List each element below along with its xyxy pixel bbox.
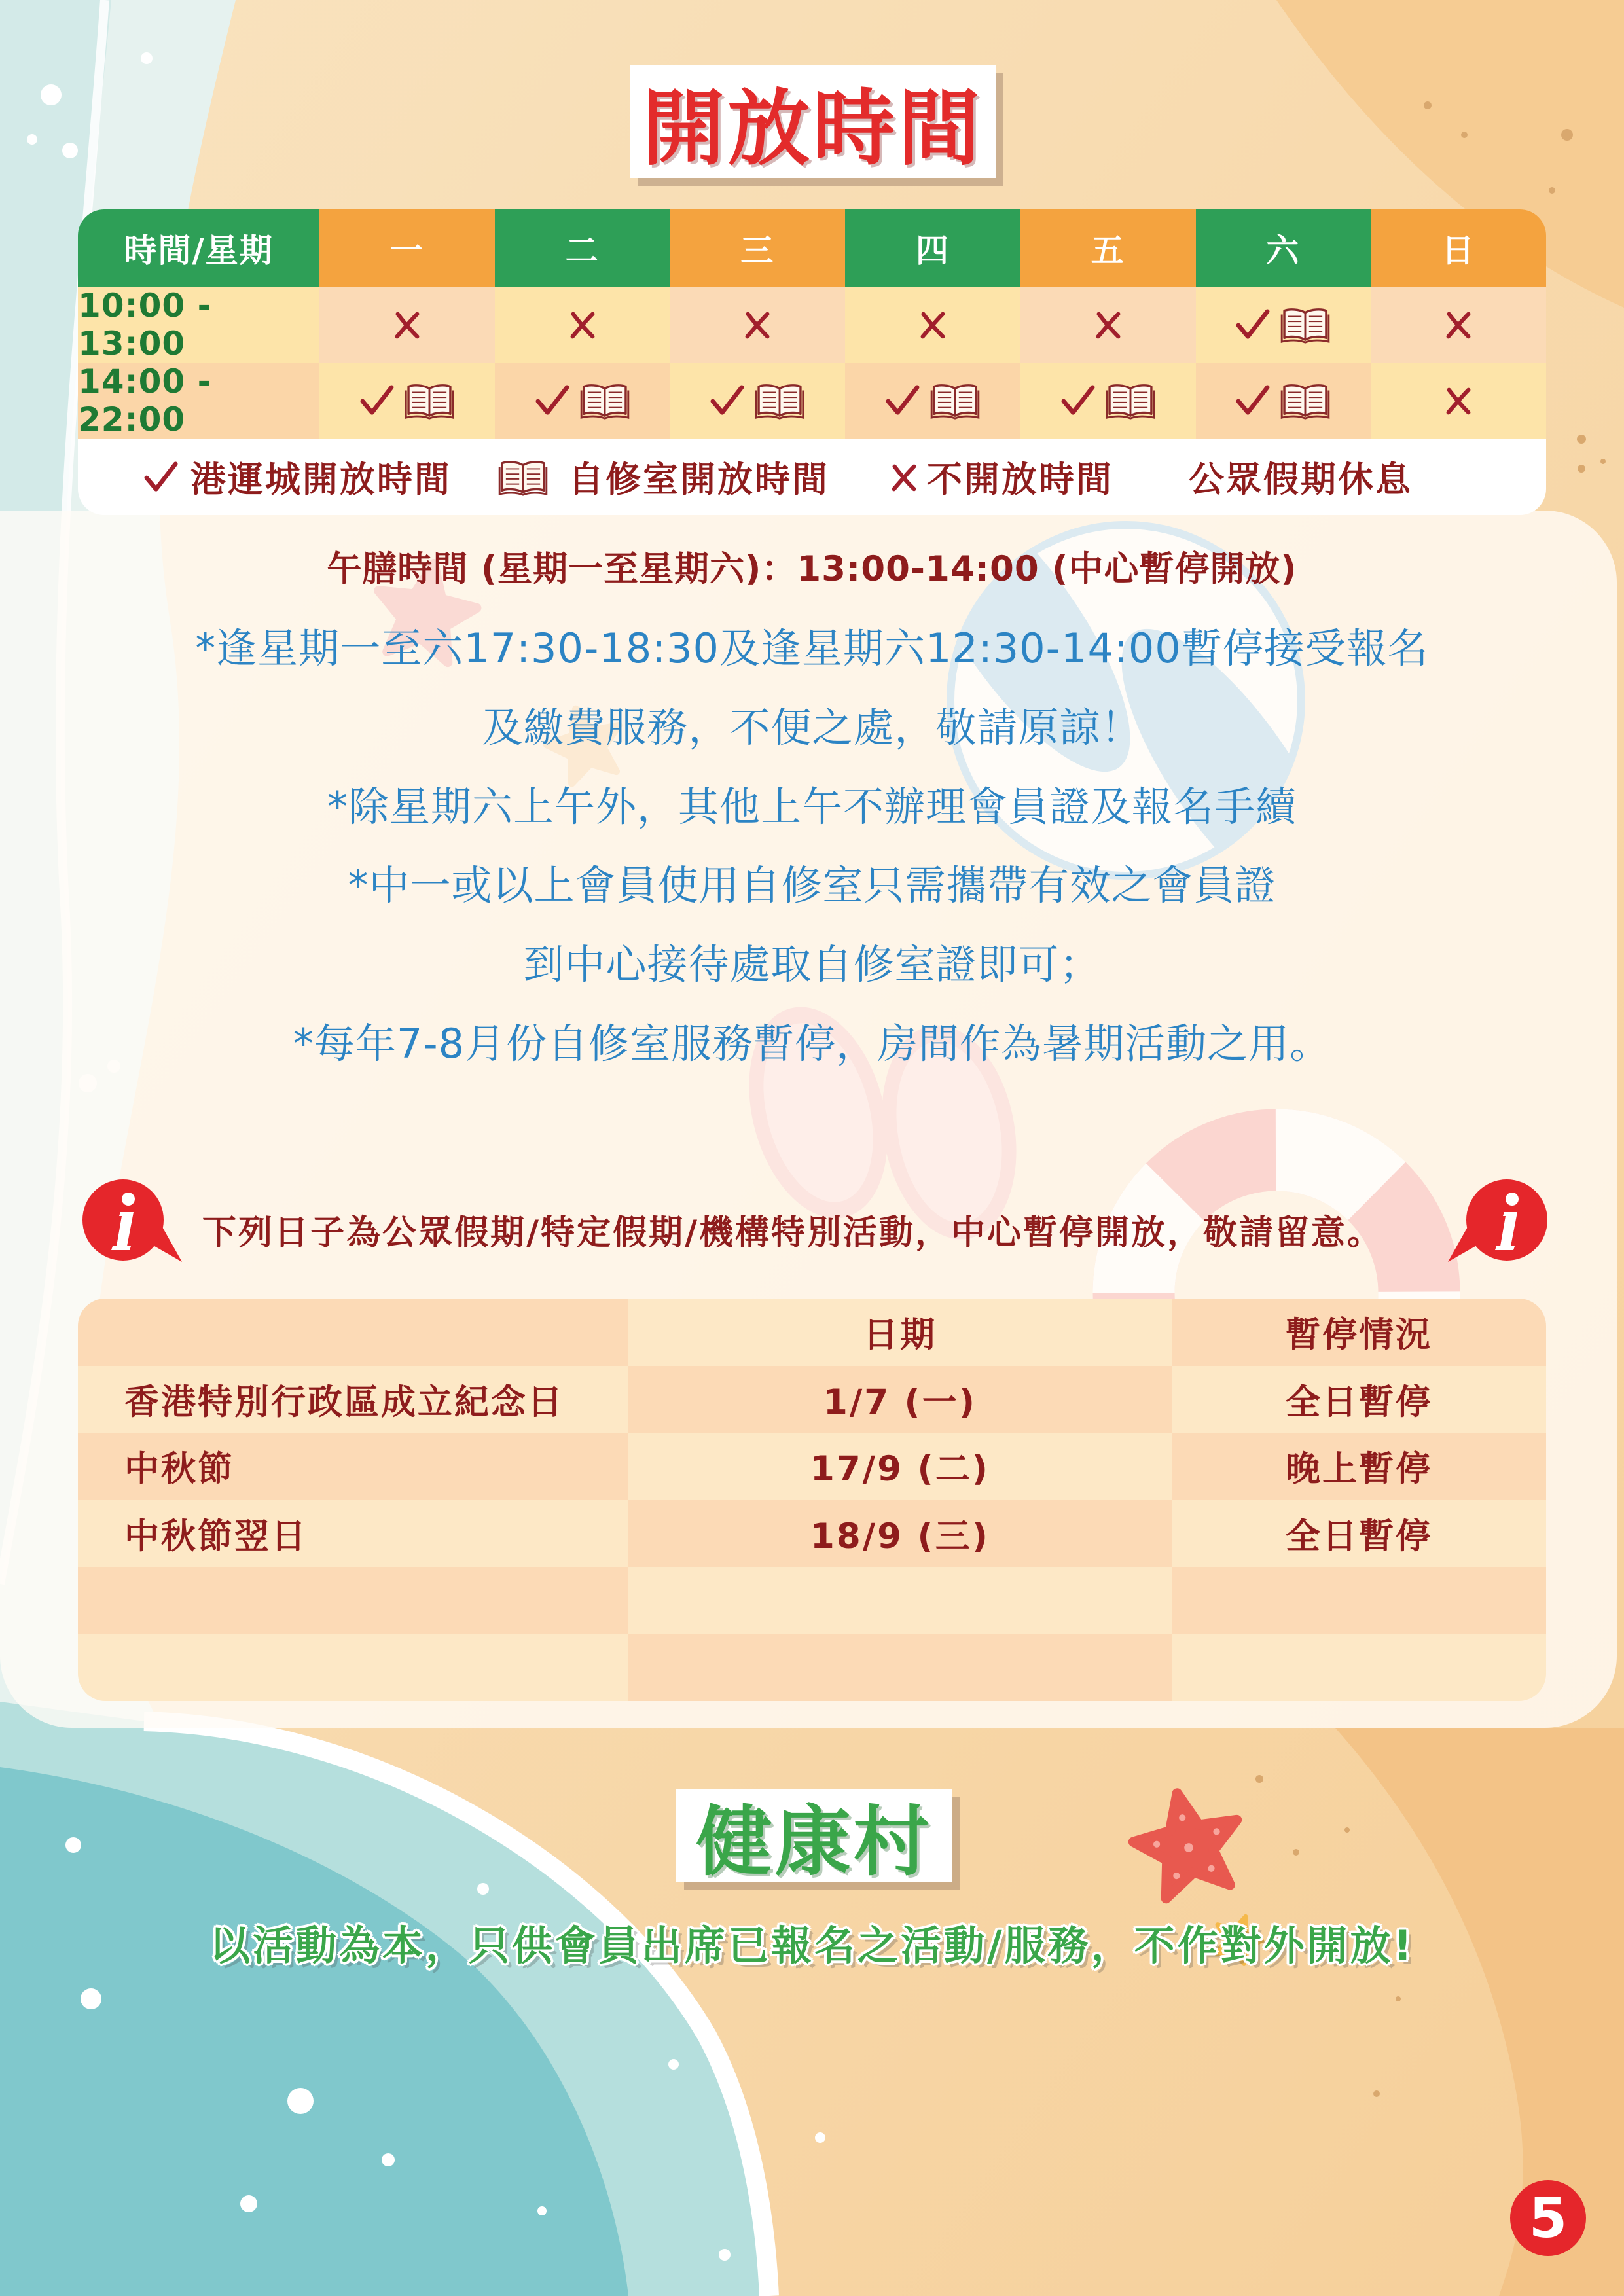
holiday-date: 1/7 (一) [628,1366,1172,1433]
book-icon [754,381,805,420]
status-cell [1371,363,1546,439]
legend-label: 自修室開放時間 [568,459,829,500]
status-cell [319,363,495,439]
x-icon [392,309,422,340]
header-day-mon: 一 [319,209,495,287]
legend-icon [497,439,549,515]
status-cell [1196,287,1371,363]
legend-label: 港運城開放時間 [190,459,452,500]
holiday-date: 17/9 (二) [628,1433,1172,1500]
x-icon [742,309,772,340]
note-line: 及繳費服務，不便之處，敬請原諒！ [482,704,1142,751]
check-icon [1235,308,1271,341]
status-cell [845,363,1020,439]
holiday-name: 中秋節翌日 [78,1500,628,1568]
holiday-status: 全日暫停 [1172,1500,1546,1568]
note-line: *逢星期一至六17:30-18:30及逢星期六12:30-14:00暫停接受報名 [195,624,1429,672]
header-day-wed: 三 [670,209,845,287]
check-icon [359,384,395,417]
page-number: 5 [1510,2180,1586,2256]
status-cell [845,287,1020,363]
legend-icon [889,439,919,515]
holiday-closure-table [78,1299,1546,1701]
note-line: *除星期六上午外，其他上午不辦理會員證及報名手續 [327,783,1297,831]
holiday-name [78,1567,628,1634]
legend-icon [143,439,179,515]
x-icon [918,309,948,340]
legend [78,439,1546,515]
header-status: 暫停情況 [1172,1299,1546,1366]
status-cell [495,363,670,439]
closure-notice: 下列日子為公眾假期/特定假期/機構特別活動，中心暫停開放，敬請留意。 [202,1213,1383,1253]
header-date: 日期 [628,1299,1172,1366]
time-slot-label: 14:00 - 22:00 [78,363,319,439]
lunch-hours-text: 午膳時間 (星期一至星期六)：13:00-14:00 (中心暫停開放) [327,549,1297,589]
holiday-name [78,1634,628,1702]
holiday-name: 中秋節 [78,1433,628,1500]
check-icon [535,384,570,417]
legend-label: 不開放時間 [927,459,1113,500]
time-slot-label: 10:00 - 13:00 [78,287,319,363]
x-icon [1093,309,1123,340]
status-cell [1196,363,1371,439]
status-cell [1020,363,1196,439]
header-day-fri: 五 [1020,209,1196,287]
table-row [78,363,1546,439]
page-title: 開放時間 [630,65,996,178]
header-holiday [78,1299,628,1366]
holiday-status [1172,1567,1546,1634]
note-line: 到中心接待處取自修室證即可； [523,941,1101,988]
header-day-tue: 二 [495,209,670,287]
book-icon [1105,381,1156,420]
book-icon [1280,305,1331,344]
book-icon [497,457,549,497]
header-day-thu: 四 [845,209,1020,287]
book-icon [1280,381,1331,420]
check-icon [1060,384,1096,417]
x-icon [1443,385,1473,416]
check-icon [1235,384,1271,417]
holiday-status: 全日暫停 [1172,1366,1546,1433]
status-cell [1020,287,1196,363]
header-day-sun: 日 [1371,209,1546,287]
note-line: *每年7-8月份自修室服務暫停，房間作為暑期活動之用。 [293,1020,1331,1067]
note-line: *中一或以上會員使用自修室只需攜帶有效之會員證 [348,861,1276,909]
header-time-day: 時間/星期 [78,209,319,287]
check-icon [885,384,920,417]
check-icon [143,461,179,493]
holiday-date [628,1567,1172,1634]
book-icon [579,381,630,420]
village-title: 健康村 [676,1789,952,1882]
holiday-date [628,1634,1172,1702]
status-cell [670,287,845,363]
book-icon [404,381,455,420]
village-tagline: 以活動為本，只供會員出席已報名之活動/服務，不作對外開放! [209,1922,1415,1969]
header-day-sat: 六 [1196,209,1371,287]
table-header-row [78,209,1546,287]
info-icon [68,1177,186,1266]
check-icon [710,384,745,417]
holiday-date: 18/9 (三) [628,1500,1172,1568]
status-cell [319,287,495,363]
info-icon [1444,1177,1562,1266]
table-row [78,287,1546,363]
x-icon [568,309,598,340]
status-cell [1371,287,1546,363]
holiday-status [1172,1634,1546,1702]
legend-label: 公眾假期休息 [1189,459,1413,500]
x-icon [889,461,919,493]
x-icon [1443,309,1473,340]
opening-hours-table [78,209,1546,515]
status-cell [670,363,845,439]
holiday-status: 晚上暫停 [1172,1433,1546,1500]
book-icon [929,381,981,420]
status-cell [495,287,670,363]
holiday-name: 香港特別行政區成立紀念日 [78,1366,628,1433]
